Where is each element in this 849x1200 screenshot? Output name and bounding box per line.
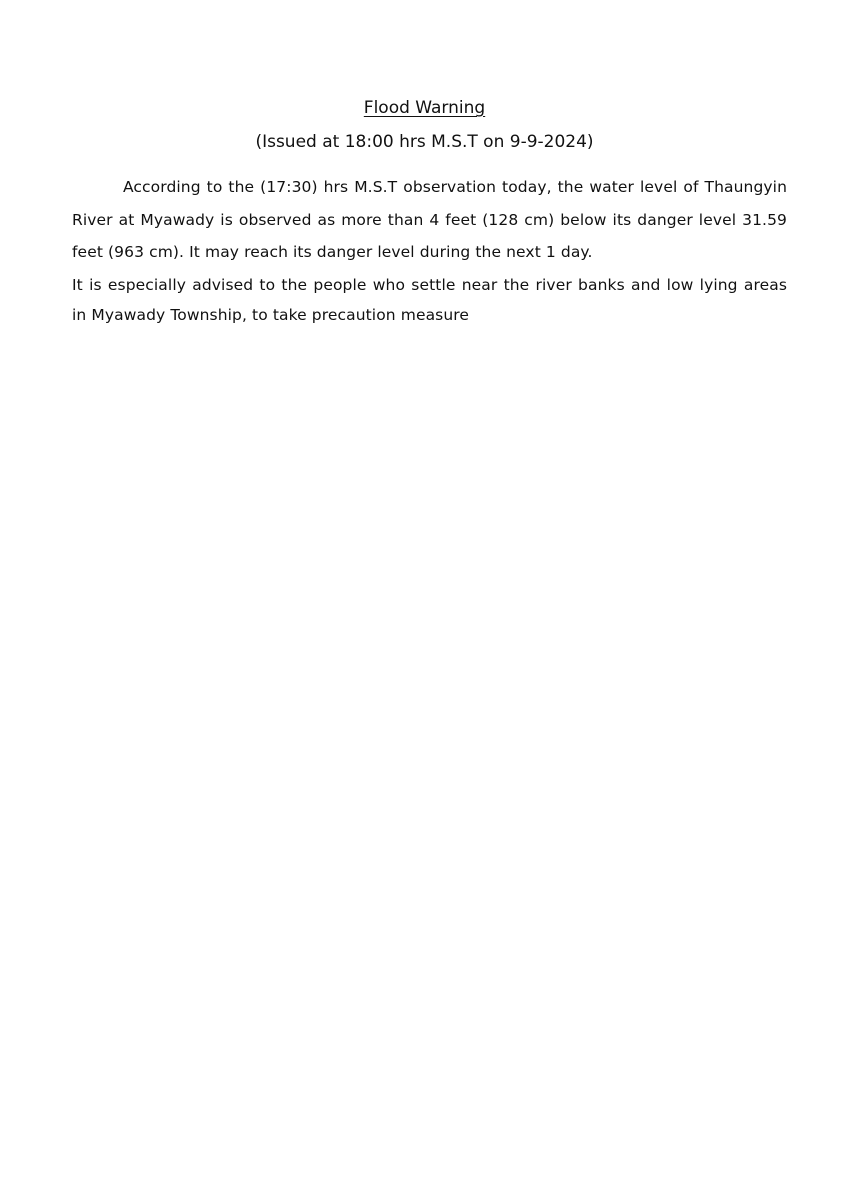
advisory-paragraph: It is especially advised to the people who settle near the river banks and low lying areas in Myawady Township, to take precaution measure <box>72 276 787 324</box>
document-title-text: Flood Warning <box>363 98 486 118</box>
document-title <box>0 96 849 120</box>
issue-time-subtitle: (Issued at 18:00 hrs M.S.T on 9-9-2024) <box>255 132 594 152</box>
observation-paragraph: According to the (17:30) hrs M.S.T observation today, the water level of Thaungyin River at Myawady is observed as more than 4 feet (128 cm) below its danger level 31.59 feet (963 cm). It may reach its danger level during the next 1 day. <box>72 178 787 261</box>
